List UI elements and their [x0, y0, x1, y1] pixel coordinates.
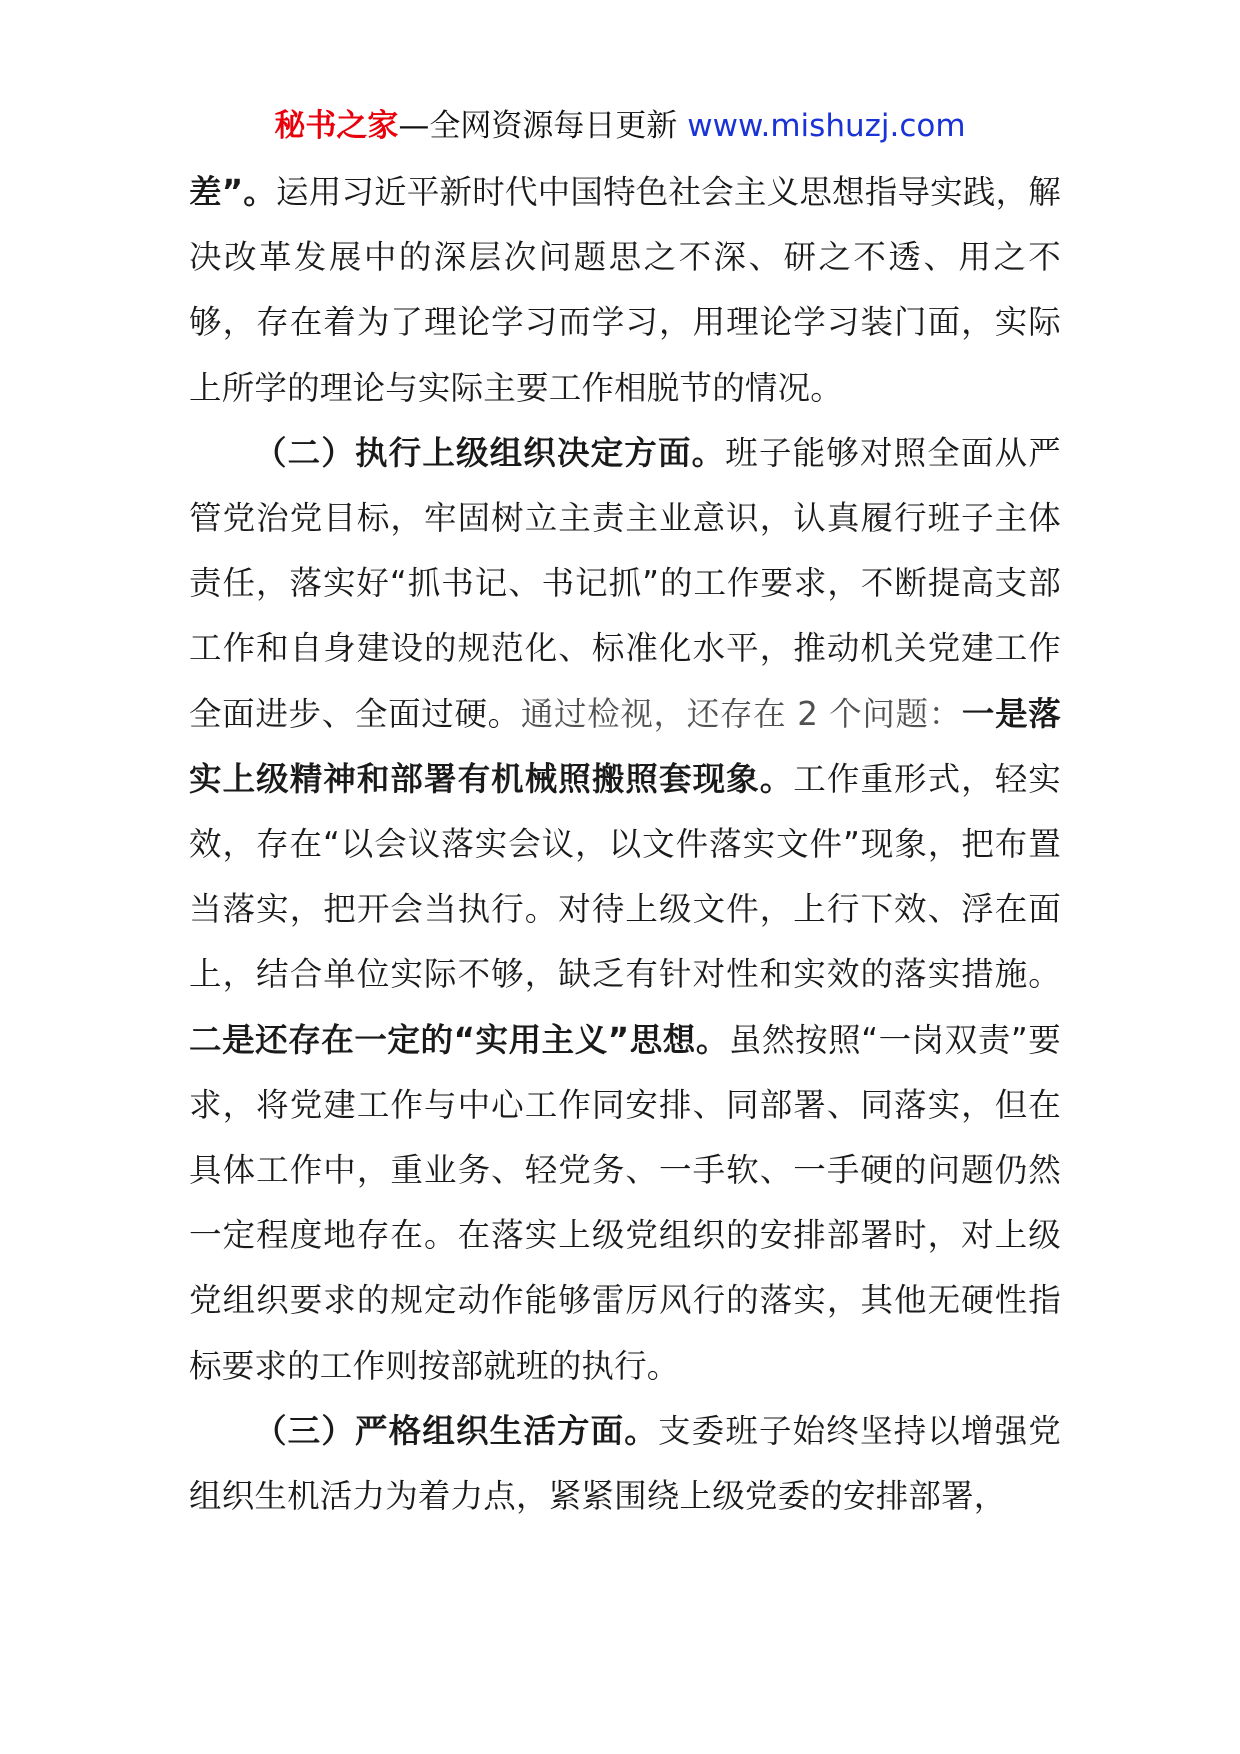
paragraph-2-text-1: 班子能够对照全面从严管党治党目标，牢固树立主责主业意识，认真履行班子主体责任，落实好“抓书记、书记抓”的工作要求，不断提高支部工作和自身建设的规范化、标准化水平，推动机关党建工作全面进步、全面过硬。 [189, 433, 1061, 733]
point-2-heading: 二是还存在一定的“实用主义”思想。 [189, 1020, 729, 1059]
section-heading-3: （三）严格组织生活方面。 [254, 1411, 658, 1450]
point-1-heading: 一是落实上级精神和部署有机械照搬照套现象。 [189, 694, 1061, 798]
website-link[interactable]: www.mishuzj.com [687, 108, 966, 144]
paragraph-1-text: 运用习近平新时代中国特色社会主义思想指导实践，解决改革发展中的深层次问题思之不深、研之不透、用之不够，存在着为了理论学习而学习，用理论学习装门面，实际上所学的理论与实际主要工作相脱节的情况。 [189, 173, 1061, 407]
paragraph-3-text: 支委班子始终坚持以增强党组织生机活力为着力点，紧紧围绕上级党委的安排部署， [189, 1411, 1061, 1516]
brand-name: 秘书之家 [274, 108, 399, 144]
document-body [189, 160, 1061, 1529]
paragraph-3 [189, 1399, 1061, 1529]
paragraph-2-muted: 通过检视，还存在 2 个问题： [520, 694, 962, 733]
paragraph-1 [189, 160, 1061, 421]
paragraph-2-text-3: 虽然按照“一岗双责”要求，将党建工作与中心工作同安排、同部署、同落实，但在具体工作中，重业务、轻党务、一手软、一手硬的问题仍然一定程度地存在。在落实上级党组织的安排部署时，对上级党组织要求的规定动作能够雷厉风行的落实，其他无硬性指标要求的工作则按部就班的执行。 [189, 1020, 1062, 1385]
paragraph-1-bold-start: 差”。 [189, 173, 276, 211]
header-tagline: —全网资源每日更新 [398, 108, 678, 144]
paragraph-2 [189, 421, 1061, 1399]
section-heading-2: （二）执行上级组织决定方面。 [254, 433, 726, 472]
page-header [0, 106, 1240, 146]
paragraph-2-text-2: 工作重形式，轻实效，存在“以会议落实会议，以文件落实文件”现象，把布置当落实，把开会当执行。对待上级文件，上行下效、浮在面上，结合单位实际不够，缺乏有针对性和实效的落实措施。 [189, 759, 1061, 994]
